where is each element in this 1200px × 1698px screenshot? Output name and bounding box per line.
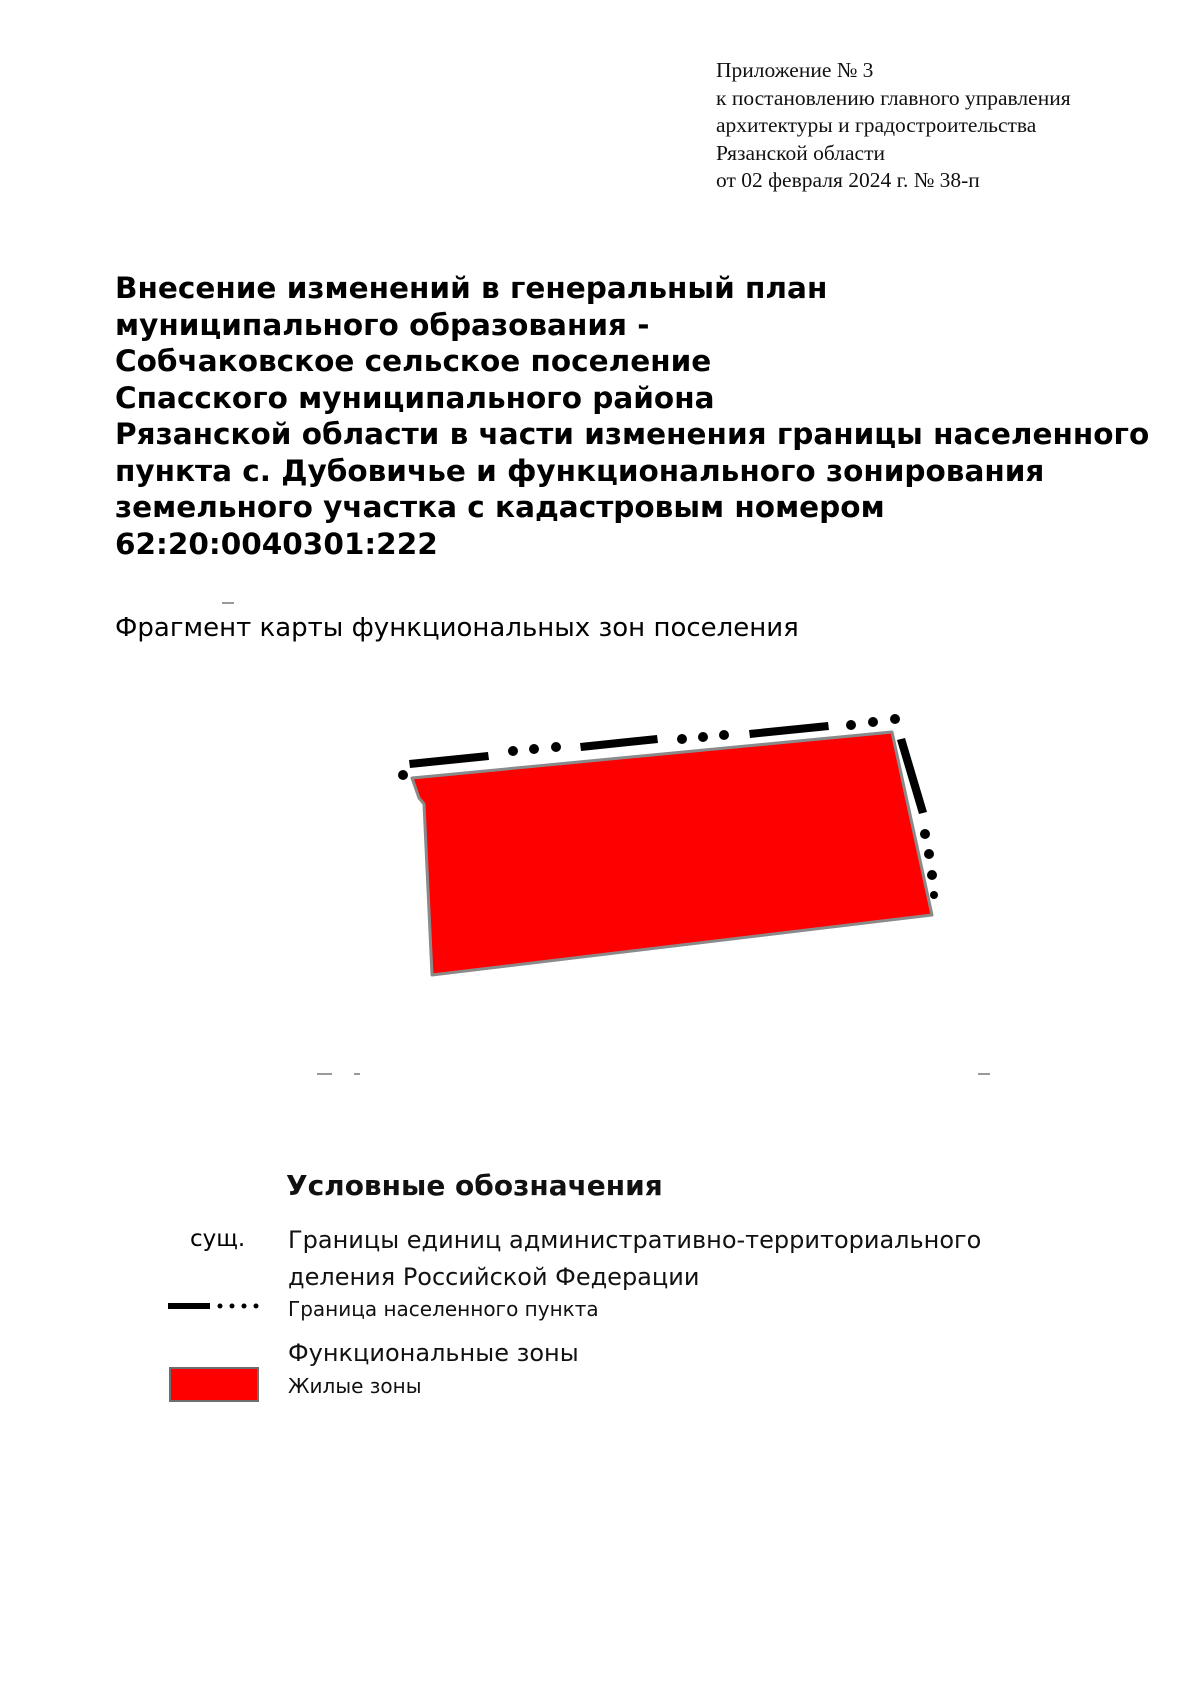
appendix-line: Приложение № 3: [716, 58, 874, 82]
legend-zones-heading: Функциональные зоны: [288, 1339, 579, 1367]
map-subtitle: Фрагмент карты функциональных зон поселения: [115, 613, 799, 643]
appendix-block: [716, 57, 1176, 195]
appendix-line: архитектуры и градостроительства: [716, 113, 1037, 137]
appendix-line: к постановлению главного управления: [716, 85, 1071, 110]
legend-abbr: сущ.: [190, 1226, 246, 1252]
boundary-dot: [242, 1304, 247, 1309]
residential-zone: [412, 732, 932, 975]
map-fragment: [0, 700, 1200, 1080]
title-line: Рязанской области в части изменения границы населенного: [115, 417, 1150, 451]
boundary-dot: [218, 1304, 223, 1309]
title-line: земельного участка с кадастровым номером: [115, 490, 885, 524]
title-line: 62:20:0040301:222: [115, 526, 438, 561]
legend-title: Условные обозначения: [286, 1169, 663, 1202]
scan-speck: [978, 1073, 990, 1075]
legend-admin-boundaries: Границы единиц административно-территориального деления Российской Федерации: [288, 1226, 982, 1291]
title-line: Собчаковское сельское поселение: [115, 344, 712, 378]
settlement-boundary-symbol: [168, 1299, 264, 1313]
title-line: пункта с. Дубовичье и функционального зонирования: [115, 453, 1045, 488]
scan-speck: [222, 602, 234, 604]
scan-speck: [354, 1073, 360, 1075]
residential-zone-swatch: [169, 1367, 259, 1402]
scan-speck: [317, 1073, 332, 1075]
title-line: муниципального образования -: [115, 307, 650, 342]
legend-settlement-boundary: Граница населенного пункта: [288, 1297, 599, 1321]
boundary-dot: [254, 1304, 259, 1309]
boundary-dot: [230, 1304, 235, 1309]
document-title: [115, 270, 1175, 562]
appendix-line: Рязанской области: [716, 140, 885, 165]
boundary-dash: [168, 1303, 210, 1309]
appendix-line: от 02 февраля 2024 г. № 38-п: [716, 168, 980, 192]
legend-residential-zones: Жилые зоны: [288, 1374, 422, 1398]
title-line: Спасского муниципального района: [115, 380, 715, 415]
title-line: Внесение изменений в генеральный план: [115, 271, 828, 305]
